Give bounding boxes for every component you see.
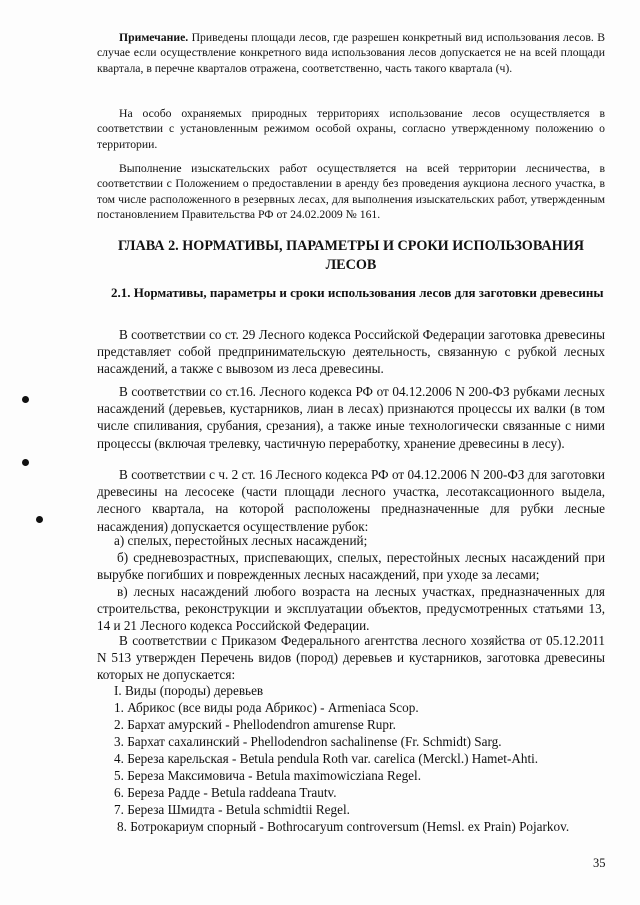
note-text: Приведены площади лесов, где разрешен конкретный вид использования лесов. В случае если осуществление конкретного вида использования лесов допускается не на всей площади квартала, в перечне кварталов отражена, соответственно, часть такого квартала (ч). — [97, 31, 605, 75]
species-item: 4. Береза карельская - Betula pendula Roth var. carelica (Merckl.) Hamet-Ahti. — [114, 751, 539, 766]
punch-hole-mark — [22, 459, 29, 466]
species-item: 2. Бархат амурский - Phellodendron amurense Rupr. — [114, 717, 396, 732]
list-item-a: а) спелых, перестойных лесных насаждений; — [114, 533, 368, 548]
list-item-c: в) лесных насаждений любого возраста на лесных участках, предназначенных для строительства, реконструкции и эксплуатации объектов, предусмотренных статьями 13, 14 и 21 Лесного кодекса Российской Федерации. — [97, 584, 605, 633]
species-item: 1. Абрикос (все виды рода Абрикос) - Armeniaca Scop. — [114, 700, 419, 715]
chapter-title-line1: ГЛАВА 2. НОРМАТИВЫ, ПАРАМЕТРЫ И СРОКИ ИСПОЛЬЗОВАНИЯ — [118, 238, 584, 254]
article-16-part2-paragraph: В соответствии с ч. 2 ст. 16 Лесного кодекса РФ от 04.12.2006 N 200-ФЗ для заготовки древесины на лесосеке (части площади лесного участка, лесотаксационного выдела, лесного квартала, на которой расположены предназначенные для рубки лесные насаждения) допускается осуществление рубок: — [97, 467, 605, 534]
page-number: 35 — [593, 856, 606, 870]
section-title: 2.1. Нормативы, параметры и сроки использования лесов для заготовки древесины — [111, 285, 604, 300]
punch-hole-mark — [22, 396, 29, 403]
note-paragraph — [97, 30, 605, 76]
species-item: 5. Береза Максимовича - Betula maximowicziana Regel. — [114, 768, 421, 783]
chapter-title — [97, 237, 605, 275]
punch-hole-mark — [36, 516, 43, 523]
species-item: 6. Береза Радде - Betula raddeana Trautv. — [114, 785, 337, 800]
survey-works-paragraph: Выполнение изыскательских работ осуществляется на всей территории лесничества, в соответствии с Положением о предоставлении в аренду без проведения аукциона лесного участка, в том числе расположенного в резервных лесах, для выполнения изыскательских работ, утвержденным постановлением Правительства РФ от 24.02.2009 № 161. — [97, 162, 605, 222]
species-item-8: 8. Ботрокариум спорный - Bothrocaryum controversum (Hemsl. ex Prain) Pojarkov. — [117, 819, 570, 834]
protected-areas-paragraph: На особо охраняемых природных территориях использование лесов осуществляется в соответствии с установленным режимом особой охраны, согласно утвержденному положению о территории. — [97, 107, 605, 151]
species-heading: I. Виды (породы) деревьев — [114, 683, 264, 698]
article-29-paragraph: В соответствии со ст. 29 Лесного кодекса Российской Федерации заготовка древесины представляет собой предпринимательскую деятельность, связанную с рубкой лесных насаждений, а также с вывозом из леса древесины. — [97, 327, 605, 377]
species-item: 7. Береза Шмидта - Betula schmidtii Regel. — [114, 802, 350, 817]
article-16-paragraph: В соответствии со ст.16. Лесного кодекса РФ от 04.12.2006 N 200-ФЗ рубками лесных насаждений (деревьев, кустарников, лиан в лесах) признаются процессы их валки (в том числе спиливания, срубания, срезания), а также иные технологически связанные с ними процессы (включая трелевку, частичную переработку, хранение древесины в лесу). — [97, 384, 605, 451]
order-513-paragraph: В соответствии с Приказом Федерального агентства лесного хозяйства от 05.12.2011 N 513 утвержден Перечень видов (пород) деревьев и кустарников, заготовка древесины которых не допускается: — [97, 633, 605, 683]
chapter-title-line2: ЛЕСОВ — [325, 257, 377, 273]
note-label: Примечание. — [119, 31, 189, 44]
list-item-b: б) средневозрастных, приспевающих, спелых, перестойных лесных насаждений при вырубке погибших и поврежденных лесных насаждений, при уходе за лесами; — [97, 550, 605, 582]
species-item: 3. Бархат сахалинский - Phellodendron sachalinense (Fr. Schmidt) Sarg. — [114, 734, 502, 749]
